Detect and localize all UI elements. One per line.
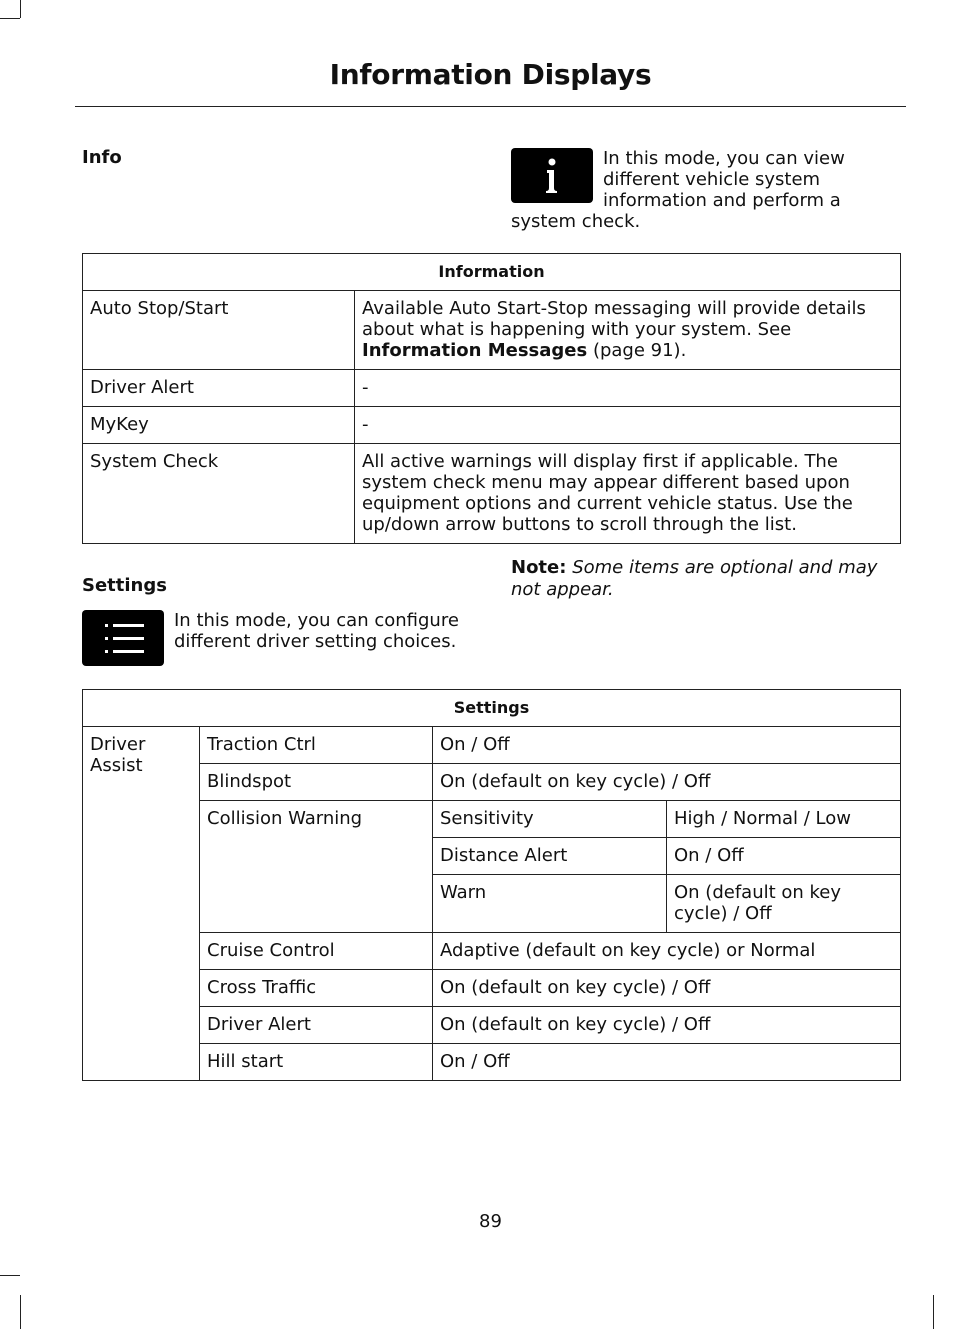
setting-value: Adaptive (default on key cycle) or Normal <box>433 933 901 970</box>
setting-value: On (default on key cycle) / Off <box>667 875 901 933</box>
table-row <box>83 1007 901 1044</box>
information-text: Available Auto Start-Stop messaging will provide details about what is happening with your system. See <box>362 298 866 340</box>
info-description: In this mode, you can view different vehicle system information and perform a system check. <box>511 148 845 232</box>
cross-reference-page: (page 91). <box>592 340 687 361</box>
setting-value: On (default on key cycle) / Off <box>433 764 901 801</box>
setting-name: Collision Warning <box>200 801 433 933</box>
table-row <box>83 370 901 407</box>
information-description <box>355 291 901 370</box>
information-item: Driver Alert <box>83 370 355 407</box>
table-row <box>83 801 901 838</box>
table-row <box>83 933 901 970</box>
info-icon <box>511 148 593 203</box>
table-row <box>83 727 901 764</box>
crop-mark <box>20 1295 21 1329</box>
setting-value: On / Off <box>433 1044 901 1081</box>
setting-subname: Warn <box>433 875 667 933</box>
setting-name: Driver Alert <box>200 1007 433 1044</box>
setting-value: On / Off <box>667 838 901 875</box>
setting-name: Cross Traffic <box>200 970 433 1007</box>
crop-mark <box>20 0 21 18</box>
table-row <box>83 291 901 370</box>
note <box>511 557 901 601</box>
crop-mark <box>933 1295 934 1329</box>
information-item: System Check <box>83 444 355 544</box>
page-title: Information Displays <box>329 58 652 91</box>
crop-mark <box>0 1275 20 1276</box>
setting-name: Blindspot <box>200 764 433 801</box>
setting-name: Cruise Control <box>200 933 433 970</box>
setting-subname: Distance Alert <box>433 838 667 875</box>
settings-group: Driver Assist <box>83 727 200 1081</box>
setting-value: On (default on key cycle) / Off <box>433 970 901 1007</box>
title-divider <box>75 106 906 107</box>
info-heading: Info <box>82 147 122 168</box>
crop-mark <box>0 18 20 19</box>
information-description: - <box>355 407 901 444</box>
setting-value: On / Off <box>433 727 901 764</box>
setting-subname: Sensitivity <box>433 801 667 838</box>
table-row <box>83 970 901 1007</box>
note-label: Note: <box>511 557 567 578</box>
settings-table <box>82 689 901 1081</box>
information-item: MyKey <box>83 407 355 444</box>
menu-list-icon <box>82 610 164 666</box>
information-table <box>82 253 901 544</box>
table-row <box>83 1044 901 1081</box>
table-row <box>83 407 901 444</box>
information-item: Auto Stop/Start <box>83 291 355 370</box>
settings-description: In this mode, you can configure different driver setting choices. <box>174 610 459 652</box>
setting-value: High / Normal / Low <box>667 801 901 838</box>
table-row <box>83 444 901 544</box>
table-row <box>83 764 901 801</box>
settings-heading: Settings <box>82 575 167 596</box>
information-description: All active warnings will display first if applicable. The system check menu may appear different based upon equipment options and current vehicle status. Use the up/down arrow buttons to scroll through the list. <box>355 444 901 544</box>
settings-table-title: Settings <box>83 690 901 727</box>
information-description: - <box>355 370 901 407</box>
page-number: 89 <box>479 1211 502 1232</box>
setting-name: Traction Ctrl <box>200 727 433 764</box>
cross-reference-link[interactable]: Information Messages <box>362 340 588 361</box>
information-table-title: Information <box>83 254 901 291</box>
note-text: Some items are optional and may not appear. <box>511 557 878 600</box>
setting-name: Hill start <box>200 1044 433 1081</box>
setting-value: On (default on key cycle) / Off <box>433 1007 901 1044</box>
info-description-block <box>511 148 901 232</box>
